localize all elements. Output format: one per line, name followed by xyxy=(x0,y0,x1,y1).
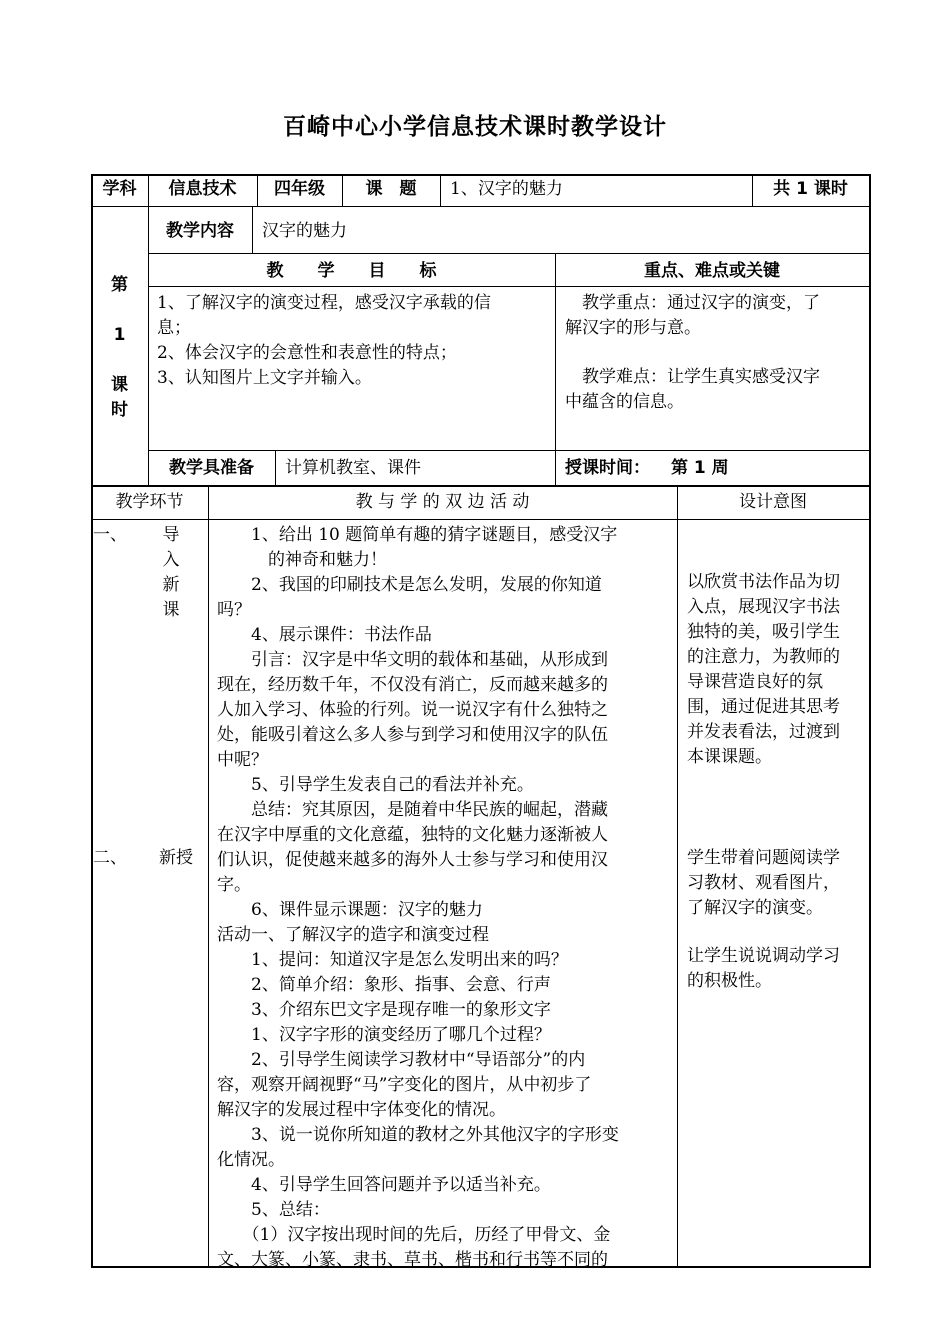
schedule-value: 第 1 周 xyxy=(671,458,729,478)
content-label: 教学内容 xyxy=(166,221,234,241)
grade: 四年级 xyxy=(274,179,325,199)
intent-line: 让学生说说调动学习 xyxy=(687,946,840,966)
activity-column-header: 教 与 学 的 双 边 活 动 xyxy=(355,492,530,512)
activity-line: 活动一、了解汉字的造字和演变过程 xyxy=(217,925,489,945)
stage-1-char: 新 xyxy=(162,575,180,595)
stage-2-number: 二、 xyxy=(93,848,127,868)
intent-group-1 xyxy=(687,570,840,770)
activity-line: （1）汉字按出现时间的先后，历经了甲骨文、金 xyxy=(217,1225,611,1245)
topic-value: 1、汉字的魅力 xyxy=(450,179,563,199)
activity-line: 解汉字的发展过程中字体变化的情况。 xyxy=(217,1100,506,1120)
intent-line: 入点，展现汉字书法 xyxy=(687,597,840,617)
objective-line: 1、了解汉字的演变过程，感受汉字承载的信 xyxy=(157,293,491,313)
intent-line: 了解汉字的演变。 xyxy=(687,898,823,918)
col-activity xyxy=(677,485,678,1267)
intent-column-header: 设计意图 xyxy=(739,492,807,512)
lesson-label-4: 时 xyxy=(111,400,128,420)
keypoints-header: 重点、难点或关键 xyxy=(644,261,780,281)
focus-line: 解汉字的形与意。 xyxy=(565,318,701,338)
intent-line: 习教材、观看图片， xyxy=(687,873,840,893)
activity-text xyxy=(217,523,619,1273)
activity-line: 6、课件显示课题：汉字的魅力 xyxy=(217,900,483,920)
stage-1-char: 导 xyxy=(162,525,180,545)
difficulty-line: 教学难点：让学生真实感受汉字 xyxy=(565,367,820,387)
total-hours: 共 1 课时 xyxy=(773,179,848,199)
key-difficulty xyxy=(565,365,820,415)
stage-1-char: 课 xyxy=(162,600,180,620)
activity-line: 化情况。 xyxy=(217,1150,285,1170)
activity-line: 现在，经历数千年，不仅没有消亡，反而越来越多的 xyxy=(217,675,608,695)
rule-objectives-header xyxy=(148,286,871,287)
activity-line: 文、大篆、小篆、隶书、草书、楷书和行书等不同的 xyxy=(217,1250,608,1270)
activity-line: 2、我国的印刷技术是怎么发明，发展的你知道 xyxy=(217,575,602,595)
table-border-top xyxy=(91,174,871,176)
activity-line: 的神奇和魅力！ xyxy=(217,550,387,570)
objectives-header: 教 学 目 标 xyxy=(266,261,437,281)
page-title: 百崎中心小学信息技术课时教学设计 xyxy=(283,114,667,140)
intent-line: 本课课题。 xyxy=(687,747,772,767)
difficulty-line: 中蕴含的信息。 xyxy=(565,392,684,412)
col-stage xyxy=(208,485,209,1267)
intent-line: 独特的美，吸引学生 xyxy=(687,622,840,642)
intent-line: 围，通过促进其思考 xyxy=(687,697,840,717)
focus-line: 教学重点：通过汉字的演变，了 xyxy=(565,293,820,313)
rule-objectives xyxy=(148,450,871,451)
activity-line: 字。 xyxy=(217,875,251,895)
intent-group-2 xyxy=(687,846,840,921)
activity-line: 容，观察开阔视野“马”字变化的图片，从中初步了 xyxy=(217,1075,592,1095)
intent-line: 导课营造良好的氛 xyxy=(687,672,823,692)
col-h3 xyxy=(440,174,441,206)
prep-label: 教学具准备 xyxy=(169,458,254,478)
activity-line: 中呢？ xyxy=(217,750,268,770)
content-value: 汉字的魅力 xyxy=(262,221,347,241)
lesson-label-3: 课 xyxy=(111,375,128,395)
table-border-right xyxy=(869,174,871,1267)
activity-line: 在汉字中厚重的文化意蕴，独特的文化魅力逐渐被人 xyxy=(217,825,608,845)
stage-column-header: 教学环节 xyxy=(115,492,184,512)
activity-line: 3、说一说你所知道的教材之外其他汉字的字形变 xyxy=(217,1125,619,1145)
activity-line: 5、引导学生发表自己的看法并补充。 xyxy=(217,775,534,795)
stage-1-number: 一、 xyxy=(93,525,127,545)
intent-line: 以欣赏书法作品为切 xyxy=(687,572,840,592)
intent-line: 并发表看法，过渡到 xyxy=(687,722,840,742)
col-prep xyxy=(275,450,276,485)
activity-line: 2、简单介绍：象形、指事、会意、行声 xyxy=(217,975,551,995)
objective-line: 息； xyxy=(157,318,191,338)
col-objectives xyxy=(555,253,556,485)
activity-line: 2、引导学生阅读学习教材中“导语部分”的内 xyxy=(217,1050,586,1070)
subject-value: 信息技术 xyxy=(168,179,237,199)
objective-line: 3、认知图片上文字并输入。 xyxy=(157,368,372,388)
lesson-plan-table xyxy=(91,174,871,1270)
activity-line: 3、介绍东巴文字是现存唯一的象形文字 xyxy=(217,1000,551,1020)
intent-line: 的注意力，为教师的 xyxy=(687,647,840,667)
activity-line: 1、给出 10 题简单有趣的猜字谜题目，感受汉字 xyxy=(217,525,618,545)
activity-line: 人加入学习、体验的行列。说一说汉字有什么独特之 xyxy=(217,700,608,720)
intent-group-3 xyxy=(687,944,840,994)
lesson-label-1: 第 xyxy=(111,275,128,295)
key-focus xyxy=(565,291,820,341)
intent-line: 的积极性。 xyxy=(687,971,772,991)
objective-line: 2、体会汉字的会意性和表意性的特点； xyxy=(157,343,457,363)
intent-line: 学生带着问题阅读学 xyxy=(687,848,840,868)
stage-2-name: 新授 xyxy=(159,848,193,868)
lesson-label-2: 1 xyxy=(113,325,126,345)
activity-line: 4、引导学生回答问题并予以适当补充。 xyxy=(217,1175,551,1195)
subject-label: 学科 xyxy=(102,179,137,199)
stage-1-char: 入 xyxy=(162,550,180,570)
rule-header xyxy=(91,206,871,207)
topic-label: 课 题 xyxy=(365,179,417,199)
prep-value: 计算机教室、课件 xyxy=(285,458,421,478)
rule-content xyxy=(148,253,871,254)
activity-line: 1、提问：知道汉字是怎么发明出来的吗？ xyxy=(217,950,568,970)
activity-line: 5、总结： xyxy=(217,1200,330,1220)
activity-line: 引言：汉字是中华文明的载体和基础，从形成到 xyxy=(217,650,608,670)
schedule-label: 授课时间： xyxy=(565,458,650,478)
activity-line: 4、展示课件：书法作品 xyxy=(217,625,432,645)
activity-line: 1、汉字字形的演变经历了哪几个过程？ xyxy=(217,1025,551,1045)
col-content xyxy=(252,206,253,253)
activity-line: 吗？ xyxy=(217,600,251,620)
activity-line: 处，能吸引着这么多人参与到学习和使用汉字的队伍 xyxy=(217,725,608,745)
stage-1-name xyxy=(151,523,191,623)
activity-line: 们认识，促使越来越多的海外人士参与学习和使用汉 xyxy=(217,850,608,870)
activity-line: 总结：究其原因，是随着中华民族的崛起，潜藏 xyxy=(217,800,608,820)
objectives-list xyxy=(157,291,491,391)
